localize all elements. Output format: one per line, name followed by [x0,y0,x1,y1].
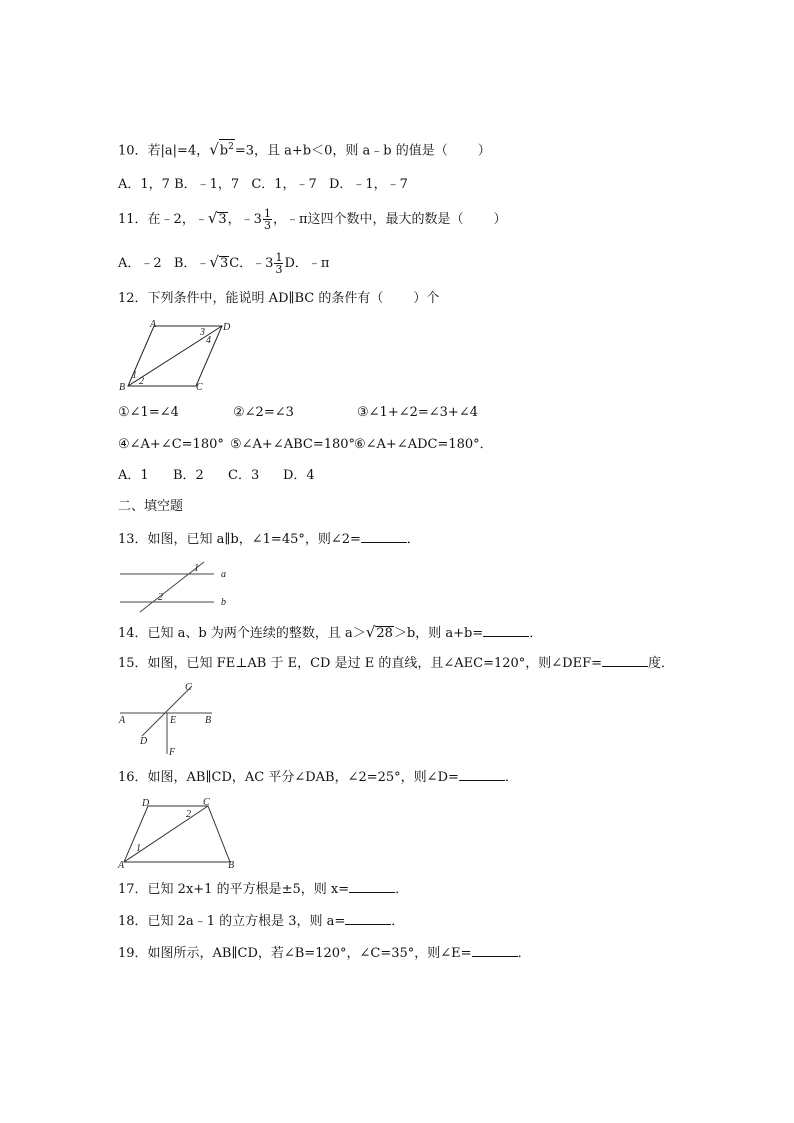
label-c: C [203,797,210,808]
question-10 [118,139,491,160]
question-number: 15． [118,656,148,671]
question-12 [118,290,439,308]
question-number: 19． [118,946,148,961]
question-text: 已知 2a﹣1 的立方根是 3，则 a= [147,914,346,929]
answer-blank[interactable] [361,530,407,543]
option-c: C．1，﹣7 [251,177,317,192]
angle-1: 1 [132,370,137,381]
question-text: ，﹣π这四个数中，最大的数是（ [272,212,464,227]
question-12-conditions-1 [118,404,478,422]
question-text: ）个 [413,291,440,306]
sqrt-icon: √ [209,140,219,159]
question-number: 17． [118,882,148,897]
question-text: ． [529,626,543,641]
question-text: ． [517,946,531,961]
radicand: 28 [376,626,393,641]
question-text: 已知 a、b 为两个连续的整数，且 a＞ [147,626,366,641]
question-text: ） [477,143,491,159]
question-text: 度． [648,656,675,671]
label-d: D [223,322,231,333]
condition-5: ⑤∠A+∠ABC=180° [230,437,356,452]
question-11 [118,208,507,231]
option-d: D．4 [283,468,315,483]
question-number: 11． [118,212,148,227]
option-a: A．﹣2 [118,256,162,271]
question-text: 如图所示，AB∥CD，若∠B=120°，∠C=35°，则∠E= [147,946,472,961]
question-text: 若|a|=4， [147,143,210,159]
radicand: 3 [219,256,229,271]
question-text: ，﹣3 [227,212,262,227]
question-number: 12． [118,291,148,306]
exponent: 2 [228,142,234,152]
question-text: 如图，AB∥CD，AC 平分∠DAB，∠2=25°，则∠D= [147,770,459,785]
parallel-lines-figure [118,558,238,614]
question-18 [118,912,404,931]
label-e: E [170,715,177,726]
answer-blank[interactable] [459,768,505,781]
label-b: B [205,715,212,726]
angle-1: 1 [194,563,199,574]
answer-blank[interactable] [483,624,529,637]
option-b: B．﹣ [173,256,210,271]
question-number: 14． [118,626,148,641]
question-text: 如图，已知 FE⊥AB 于 E，CD 是过 E 的直线，且∠AEC=120°，则∠DEF= [147,656,603,671]
angle-1: 1 [136,843,141,854]
question-14 [118,623,542,643]
question-text: ） [493,212,507,227]
answer-blank[interactable] [349,880,395,893]
label-a: A [150,319,157,330]
question-text: ． [391,914,405,929]
question-13 [118,530,420,549]
radicand [219,139,235,158]
option-c: C．﹣3 [229,256,274,271]
question-12-conditions-2 [118,436,493,454]
sqrt-icon: √ [207,209,218,227]
label-b: B [228,860,235,870]
label-d: D [142,798,150,809]
option-d: D．﹣1，﹣7 [328,177,408,192]
angle-2: 2 [158,592,163,603]
label-c: C [196,382,203,392]
denominator: 3 [263,219,271,232]
perpendicular-figure [116,680,216,758]
label-c: C [185,682,192,693]
question-text: ． [406,532,420,547]
label-a: A [118,860,125,870]
question-10-options [118,176,408,194]
question-number: 10． [118,143,148,159]
fraction [263,208,272,231]
condition-4: ④∠A+∠C=180° [118,437,224,452]
condition-1: ①∠1=∠4 [118,405,179,420]
question-11-options [118,252,329,275]
option-b: B．2 [173,468,204,483]
numerator: 1 [263,207,271,220]
option-b: B．﹣1，7 [174,177,240,192]
parallelogram-figure [114,318,234,392]
label-b: B [119,382,126,392]
option-a: A．1，7 [118,177,170,192]
question-16 [118,768,518,787]
question-19 [118,944,531,963]
option-a: A．1 [118,468,149,483]
angle-3: 3 [200,327,205,338]
angle-2: 2 [139,376,144,387]
label-a: a [221,569,226,580]
section-heading: 二、填空题 [118,499,184,514]
question-text: ． [395,882,409,897]
sqrt-icon: √ [365,623,376,641]
denominator: 3 [275,263,283,276]
answer-blank[interactable] [472,944,518,957]
sqrt-icon: √ [209,253,219,271]
question-text: =3，且 a+b＜0，则 a﹣b 的值是（ [234,143,448,159]
angle-2: 2 [186,809,191,820]
label-d: D [140,736,148,747]
question-15 [118,654,674,673]
fraction [274,252,283,275]
question-number: 16． [118,770,148,785]
condition-6: ⑥∠A+∠ADC=180°． [354,437,493,452]
question-text: 在﹣2，﹣ [147,212,208,227]
question-text: 下列条件中，能说明 AD∥BC 的条件有（ [147,291,384,306]
answer-blank[interactable] [602,654,648,667]
question-text: ． [504,770,518,785]
radicand: 3 [218,212,227,227]
angle-4: 4 [206,335,211,346]
question-number: 18． [118,914,148,929]
answer-blank[interactable] [345,912,391,925]
trapezoid-figure [116,796,242,870]
label-a: A [119,715,126,726]
question-text: ＞b，则 a+b= [393,626,484,641]
option-c: C．3 [228,468,260,483]
question-text: 已知 2x+1 的平方根是±5，则 x= [147,882,350,897]
question-number: 13． [118,532,148,547]
condition-2: ②∠2=∠3 [233,405,294,420]
question-text: 如图，已知 a∥b，∠1=45°，则∠2= [147,532,361,547]
condition-3: ③∠1+∠2=∠3+∠4 [357,405,478,420]
question-12-options [118,467,315,485]
radicand-base: b [219,143,229,159]
question-17 [118,880,408,899]
label-b: b [221,597,226,608]
label-f: F [169,747,176,758]
numerator: 1 [275,251,283,264]
option-d: D．﹣π [284,256,330,271]
